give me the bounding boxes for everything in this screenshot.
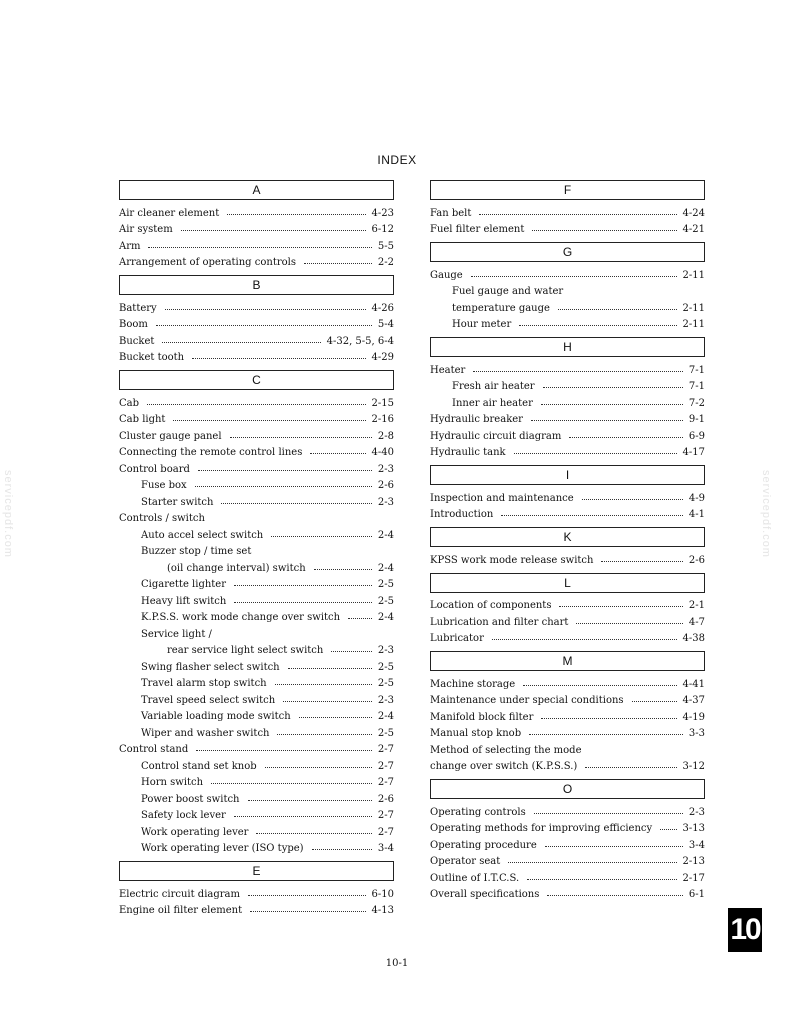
- index-entry: [119, 838, 394, 855]
- entry-page: 3-12: [682, 761, 705, 772]
- index-entry: [119, 656, 394, 673]
- dot-leader: [541, 404, 683, 405]
- dot-leader: [492, 639, 677, 640]
- entry-name: Hydraulic circuit diagram: [430, 430, 562, 442]
- entry-page: 3-4: [688, 839, 705, 851]
- index-column-right: [430, 180, 705, 900]
- entry-page: 2-11: [682, 269, 705, 281]
- entry-name: K.P.S.S. work mode change over switch: [141, 612, 341, 623]
- entry-name: Electric circuit diagram: [119, 888, 240, 900]
- index-entry: [119, 475, 394, 492]
- entry-name: Service light /: [141, 628, 212, 640]
- entry-name: Fuse box: [141, 480, 187, 491]
- entry-name: Hour meter: [452, 319, 512, 330]
- index-entry: [430, 264, 705, 281]
- entry-page: 3-13: [682, 823, 705, 834]
- dot-leader: [299, 717, 372, 718]
- dot-leader: [195, 486, 372, 487]
- dot-leader: [531, 420, 683, 421]
- index-entry: [119, 689, 394, 706]
- index-entry: [430, 504, 705, 521]
- entry-name: Method of selecting the mode: [430, 744, 582, 756]
- section-header-m: M: [430, 651, 705, 671]
- index-entry: [119, 541, 394, 558]
- entry-name: Arm: [119, 240, 141, 252]
- entry-page: 4-7: [688, 616, 705, 628]
- dot-leader: [314, 569, 372, 570]
- dot-leader: [331, 651, 372, 652]
- dot-leader: [547, 895, 683, 896]
- dot-leader: [585, 767, 676, 768]
- entry-name: Hydraulic tank: [430, 447, 506, 458]
- index-entry: [119, 425, 394, 442]
- entry-name: Gauge: [430, 269, 463, 281]
- entry-name: Manifold block filter: [430, 711, 534, 723]
- dot-leader: [248, 895, 366, 896]
- dot-leader: [312, 849, 372, 850]
- section-header-i: I: [430, 465, 705, 485]
- index-entry: [430, 673, 705, 690]
- entry-name: Cab light: [119, 414, 166, 425]
- dot-leader: [234, 585, 372, 586]
- entry-page: 6-12: [371, 224, 394, 235]
- entry-page: 4-40: [371, 447, 394, 458]
- entry-name: KPSS work mode release switch: [430, 554, 594, 566]
- index-entry: [119, 805, 394, 822]
- entry-page: 2-17: [682, 872, 705, 884]
- index-entry: [430, 219, 705, 236]
- index-entry: [119, 347, 394, 364]
- entry-page: 4-9: [688, 492, 705, 504]
- section-header-f: F: [430, 180, 705, 200]
- index-entry: [430, 487, 705, 504]
- section-header-a: A: [119, 180, 394, 200]
- dot-leader: [559, 606, 682, 607]
- entry-name: Bucket: [119, 335, 155, 347]
- index-entry: [119, 557, 394, 574]
- entry-name: Power boost switch: [141, 793, 240, 805]
- index-entry: [430, 595, 705, 612]
- dot-leader: [230, 437, 372, 438]
- index-entry: [430, 884, 705, 901]
- index-entry: [119, 772, 394, 789]
- dot-leader: [196, 750, 372, 751]
- dot-leader: [541, 718, 676, 719]
- entry-page: 2-3: [377, 463, 394, 475]
- dot-leader: [271, 536, 372, 537]
- entry-name: Engine oil filter element: [119, 905, 243, 916]
- dot-leader: [527, 879, 676, 880]
- dot-leader: [277, 734, 371, 735]
- entry-name: Starter switch: [141, 496, 214, 508]
- index-entry: [430, 392, 705, 409]
- index-entry: [119, 706, 394, 723]
- dot-leader: [545, 846, 683, 847]
- entry-name: Wiper and washer switch: [141, 727, 270, 739]
- entry-page: 4-37: [682, 695, 705, 706]
- dot-leader: [632, 701, 677, 702]
- dot-leader: [529, 734, 683, 735]
- entry-page: 2-7: [377, 777, 394, 788]
- dot-leader: [348, 618, 372, 619]
- dot-leader: [265, 767, 372, 768]
- entry-name: Inspection and maintenance: [430, 492, 574, 504]
- index-entry: [430, 549, 705, 566]
- dot-leader: [165, 309, 366, 310]
- index-entry: [119, 900, 394, 917]
- dot-leader: [148, 247, 371, 248]
- entry-page: 2-7: [377, 744, 394, 755]
- entry-name: Outline of I.T.C.S.: [430, 872, 520, 884]
- entry-name: Fan belt: [430, 207, 472, 219]
- entry-page: 4-32, 5-5, 6-4: [326, 335, 394, 347]
- section-header-o: O: [430, 779, 705, 799]
- entry-name: Overall specifications: [430, 889, 540, 900]
- entry-page: 4-38: [682, 633, 705, 644]
- index-entry: [430, 628, 705, 645]
- entry-name: Travel alarm stop switch: [141, 678, 267, 689]
- index-entry: [430, 851, 705, 868]
- dot-leader: [275, 684, 372, 685]
- entry-name: Air cleaner element: [119, 207, 220, 219]
- dot-leader: [283, 701, 372, 702]
- entry-page: 6-9: [688, 430, 705, 442]
- index-entry: [119, 235, 394, 252]
- entry-name: Bucket tooth: [119, 352, 185, 363]
- entry-name: Horn switch: [141, 777, 204, 788]
- entry-page: 2-5: [377, 595, 394, 607]
- index-entry: [430, 297, 705, 314]
- dot-leader: [248, 800, 372, 801]
- entry-name: Lubricator: [430, 633, 484, 644]
- entry-page: 2-7: [377, 810, 394, 821]
- entry-page: 2-4: [377, 711, 394, 722]
- entry-page: 3-4: [377, 843, 394, 854]
- watermark-left: servicepdf.com: [2, 470, 14, 558]
- dot-leader: [660, 829, 676, 830]
- index-entry: [119, 640, 394, 657]
- dot-leader: [601, 561, 682, 562]
- section-header-c: C: [119, 370, 394, 390]
- index-entry: [119, 508, 394, 525]
- section-header-k: K: [430, 527, 705, 547]
- index-entry: [430, 690, 705, 707]
- entry-page: 2-5: [377, 678, 394, 689]
- entry-page: 9-1: [688, 414, 705, 425]
- entry-page: 2-13: [682, 856, 705, 867]
- entry-page: 2-6: [377, 793, 394, 805]
- entry-name: Control stand set knob: [141, 760, 257, 772]
- index-entry: [430, 818, 705, 835]
- index-entry: [430, 756, 705, 773]
- index-entry: [430, 442, 705, 459]
- section-header-g: G: [430, 242, 705, 262]
- entry-name: temperature gauge: [452, 302, 550, 314]
- entry-page: 2-5: [377, 727, 394, 739]
- dot-leader: [582, 499, 683, 500]
- entry-page: 4-26: [371, 302, 394, 314]
- index-entry: [119, 883, 394, 900]
- index-column-left: [119, 180, 394, 916]
- index-entry: [119, 788, 394, 805]
- entry-name: Work operating lever (ISO type): [141, 843, 304, 854]
- entry-page: 5-5: [377, 240, 394, 252]
- entry-name: Manual stop knob: [430, 728, 522, 739]
- entry-name: (oil change interval) switch: [167, 562, 306, 574]
- dot-leader: [310, 453, 365, 454]
- dot-leader: [519, 325, 676, 326]
- entry-name: Boom: [119, 319, 148, 330]
- entry-page: 7-2: [688, 397, 705, 409]
- entry-name: change over switch (K.P.S.S.): [430, 761, 578, 772]
- index-entry: [119, 722, 394, 739]
- index-entry: [430, 314, 705, 331]
- dot-leader: [532, 230, 676, 231]
- entry-name: Lubrication and filter chart: [430, 616, 569, 628]
- entry-name: Arrangement of operating controls: [119, 257, 296, 268]
- index-entry: [430, 723, 705, 740]
- dot-leader: [514, 453, 677, 454]
- index-entry: [430, 281, 705, 298]
- entry-page: 4-13: [371, 905, 394, 916]
- index-entry: [119, 202, 394, 219]
- index-entry: [119, 590, 394, 607]
- entry-name: Operator seat: [430, 856, 501, 867]
- entry-name: Variable loading mode switch: [141, 711, 291, 722]
- index-entry: [119, 491, 394, 508]
- dot-leader: [523, 685, 676, 686]
- entry-page: 4-1: [688, 509, 705, 520]
- page-title: INDEX: [377, 153, 417, 167]
- entry-page: 2-7: [377, 760, 394, 772]
- dot-leader: [576, 623, 682, 624]
- entry-page: 2-4: [377, 612, 394, 623]
- index-entry: [119, 297, 394, 314]
- entry-name: Cluster gauge panel: [119, 430, 222, 442]
- chapter-tab: 10: [728, 908, 762, 952]
- entry-page: 4-29: [371, 352, 394, 363]
- dot-leader: [558, 309, 677, 310]
- entry-name: Battery: [119, 302, 157, 314]
- index-entry: [119, 314, 394, 331]
- entry-name: Heavy lift switch: [141, 595, 227, 607]
- entry-page: 6-1: [688, 889, 705, 900]
- section-header-l: L: [430, 573, 705, 593]
- dot-leader: [471, 276, 677, 277]
- entry-name: Maintenance under special conditions: [430, 695, 624, 706]
- index-entry: [119, 524, 394, 541]
- entry-name: Connecting the remote control lines: [119, 447, 303, 458]
- index-entry: [430, 409, 705, 426]
- index-entry: [119, 673, 394, 690]
- entry-name: Fuel filter element: [430, 224, 525, 235]
- index-entry: [119, 458, 394, 475]
- index-entry: [119, 252, 394, 269]
- index-entry: [119, 755, 394, 772]
- section-header-h: H: [430, 337, 705, 357]
- section-header-e: E: [119, 861, 394, 881]
- index-entry: [430, 867, 705, 884]
- entry-name: Cab: [119, 397, 140, 409]
- index-entry: [119, 442, 394, 459]
- dot-leader: [569, 437, 683, 438]
- dot-leader: [501, 515, 683, 516]
- entry-page: 4-21: [682, 224, 705, 235]
- dot-leader: [288, 668, 372, 669]
- entry-page: 2-8: [377, 430, 394, 442]
- dot-leader: [173, 420, 365, 421]
- entry-name: Operating methods for improving efficiency: [430, 823, 653, 834]
- dot-leader: [473, 371, 683, 372]
- index-entry: [430, 801, 705, 818]
- entry-page: 6-10: [371, 888, 394, 900]
- dot-leader: [227, 214, 365, 215]
- entry-name: Hydraulic breaker: [430, 414, 523, 425]
- dot-leader: [479, 214, 676, 215]
- entry-page: 4-17: [682, 447, 705, 458]
- entry-name: rear service light select switch: [167, 645, 324, 656]
- section-header-b: B: [119, 275, 394, 295]
- entry-page: 2-16: [371, 414, 394, 425]
- dot-leader: [147, 404, 366, 405]
- index-entry: [119, 623, 394, 640]
- entry-page: 2-3: [377, 694, 394, 706]
- entry-name: Swing flasher select switch: [141, 661, 280, 673]
- entry-page: 2-6: [688, 554, 705, 566]
- entry-page: 7-1: [688, 381, 705, 392]
- entry-page: 2-4: [377, 529, 394, 541]
- entry-page: 2-3: [688, 806, 705, 818]
- index-entry: [119, 574, 394, 591]
- index-entry: [119, 607, 394, 624]
- index-entry: [430, 376, 705, 393]
- entry-page: 2-15: [371, 397, 394, 409]
- index-entry: [430, 739, 705, 756]
- entry-page: 5-4: [377, 319, 394, 330]
- entry-name: Machine storage: [430, 678, 516, 690]
- dot-leader: [156, 325, 372, 326]
- dot-leader: [543, 387, 683, 388]
- dot-leader: [234, 816, 372, 817]
- index-entry: [119, 330, 394, 347]
- watermark-right: servicepdf.com: [760, 470, 772, 558]
- entry-name: Fuel gauge and water: [452, 286, 564, 297]
- dot-leader: [256, 833, 371, 834]
- entry-name: Auto accel select switch: [141, 529, 264, 541]
- entry-page: 2-3: [377, 645, 394, 656]
- entry-page: 7-1: [688, 364, 705, 376]
- dot-leader: [198, 470, 372, 471]
- index-entry: [119, 392, 394, 409]
- entry-name: Control stand: [119, 744, 189, 755]
- entry-page: 2-5: [377, 661, 394, 673]
- entry-name: Location of components: [430, 600, 552, 611]
- dot-leader: [181, 230, 366, 231]
- entry-name: Operating procedure: [430, 839, 537, 851]
- dot-leader: [250, 911, 365, 912]
- entry-page: 2-11: [682, 319, 705, 330]
- entry-name: Safety lock lever: [141, 810, 226, 821]
- entry-name: Fresh air heater: [452, 381, 535, 392]
- entry-name: Buzzer stop / time set: [141, 546, 252, 557]
- entry-page: 2-7: [377, 826, 394, 838]
- entry-page: 4-41: [682, 678, 705, 690]
- entry-page: 4-23: [371, 207, 394, 219]
- index-entry: [119, 821, 394, 838]
- index-entry: [119, 219, 394, 236]
- index-entry: [430, 359, 705, 376]
- entry-name: Controls / switch: [119, 513, 205, 524]
- entry-page: 2-4: [377, 562, 394, 574]
- entry-name: Cigarette lighter: [141, 579, 226, 590]
- dot-leader: [211, 783, 372, 784]
- index-entry: [430, 611, 705, 628]
- index-entry: [119, 409, 394, 426]
- entry-page: 2-11: [682, 302, 705, 314]
- index-entry: [430, 425, 705, 442]
- entry-page: 2-3: [377, 496, 394, 508]
- dot-leader: [304, 263, 372, 264]
- entry-page: 2-1: [688, 600, 705, 611]
- index-entry: [430, 834, 705, 851]
- dot-leader: [162, 342, 320, 343]
- entry-name: Air system: [119, 224, 173, 235]
- dot-leader: [221, 503, 371, 504]
- index-entry: [430, 706, 705, 723]
- entry-page: 2-2: [377, 257, 394, 268]
- dot-leader: [234, 602, 372, 603]
- entry-name: Heater: [430, 364, 466, 376]
- index-entry: [119, 739, 394, 756]
- dot-leader: [508, 862, 676, 863]
- entry-page: 3-3: [688, 728, 705, 739]
- entry-page: 2-5: [377, 579, 394, 590]
- entry-page: 2-6: [377, 480, 394, 491]
- index-entry: [430, 202, 705, 219]
- entry-page: 4-19: [682, 711, 705, 723]
- entry-name: Operating controls: [430, 806, 526, 818]
- entry-name: Inner air heater: [452, 397, 533, 409]
- page-number: 10-1: [385, 958, 409, 969]
- entry-name: Travel speed select switch: [141, 694, 276, 706]
- dot-leader: [534, 813, 683, 814]
- dot-leader: [192, 358, 365, 359]
- entry-name: Control board: [119, 463, 190, 475]
- entry-name: Introduction: [430, 509, 494, 520]
- entry-name: Work operating lever: [141, 826, 249, 838]
- entry-page: 4-24: [682, 207, 705, 219]
